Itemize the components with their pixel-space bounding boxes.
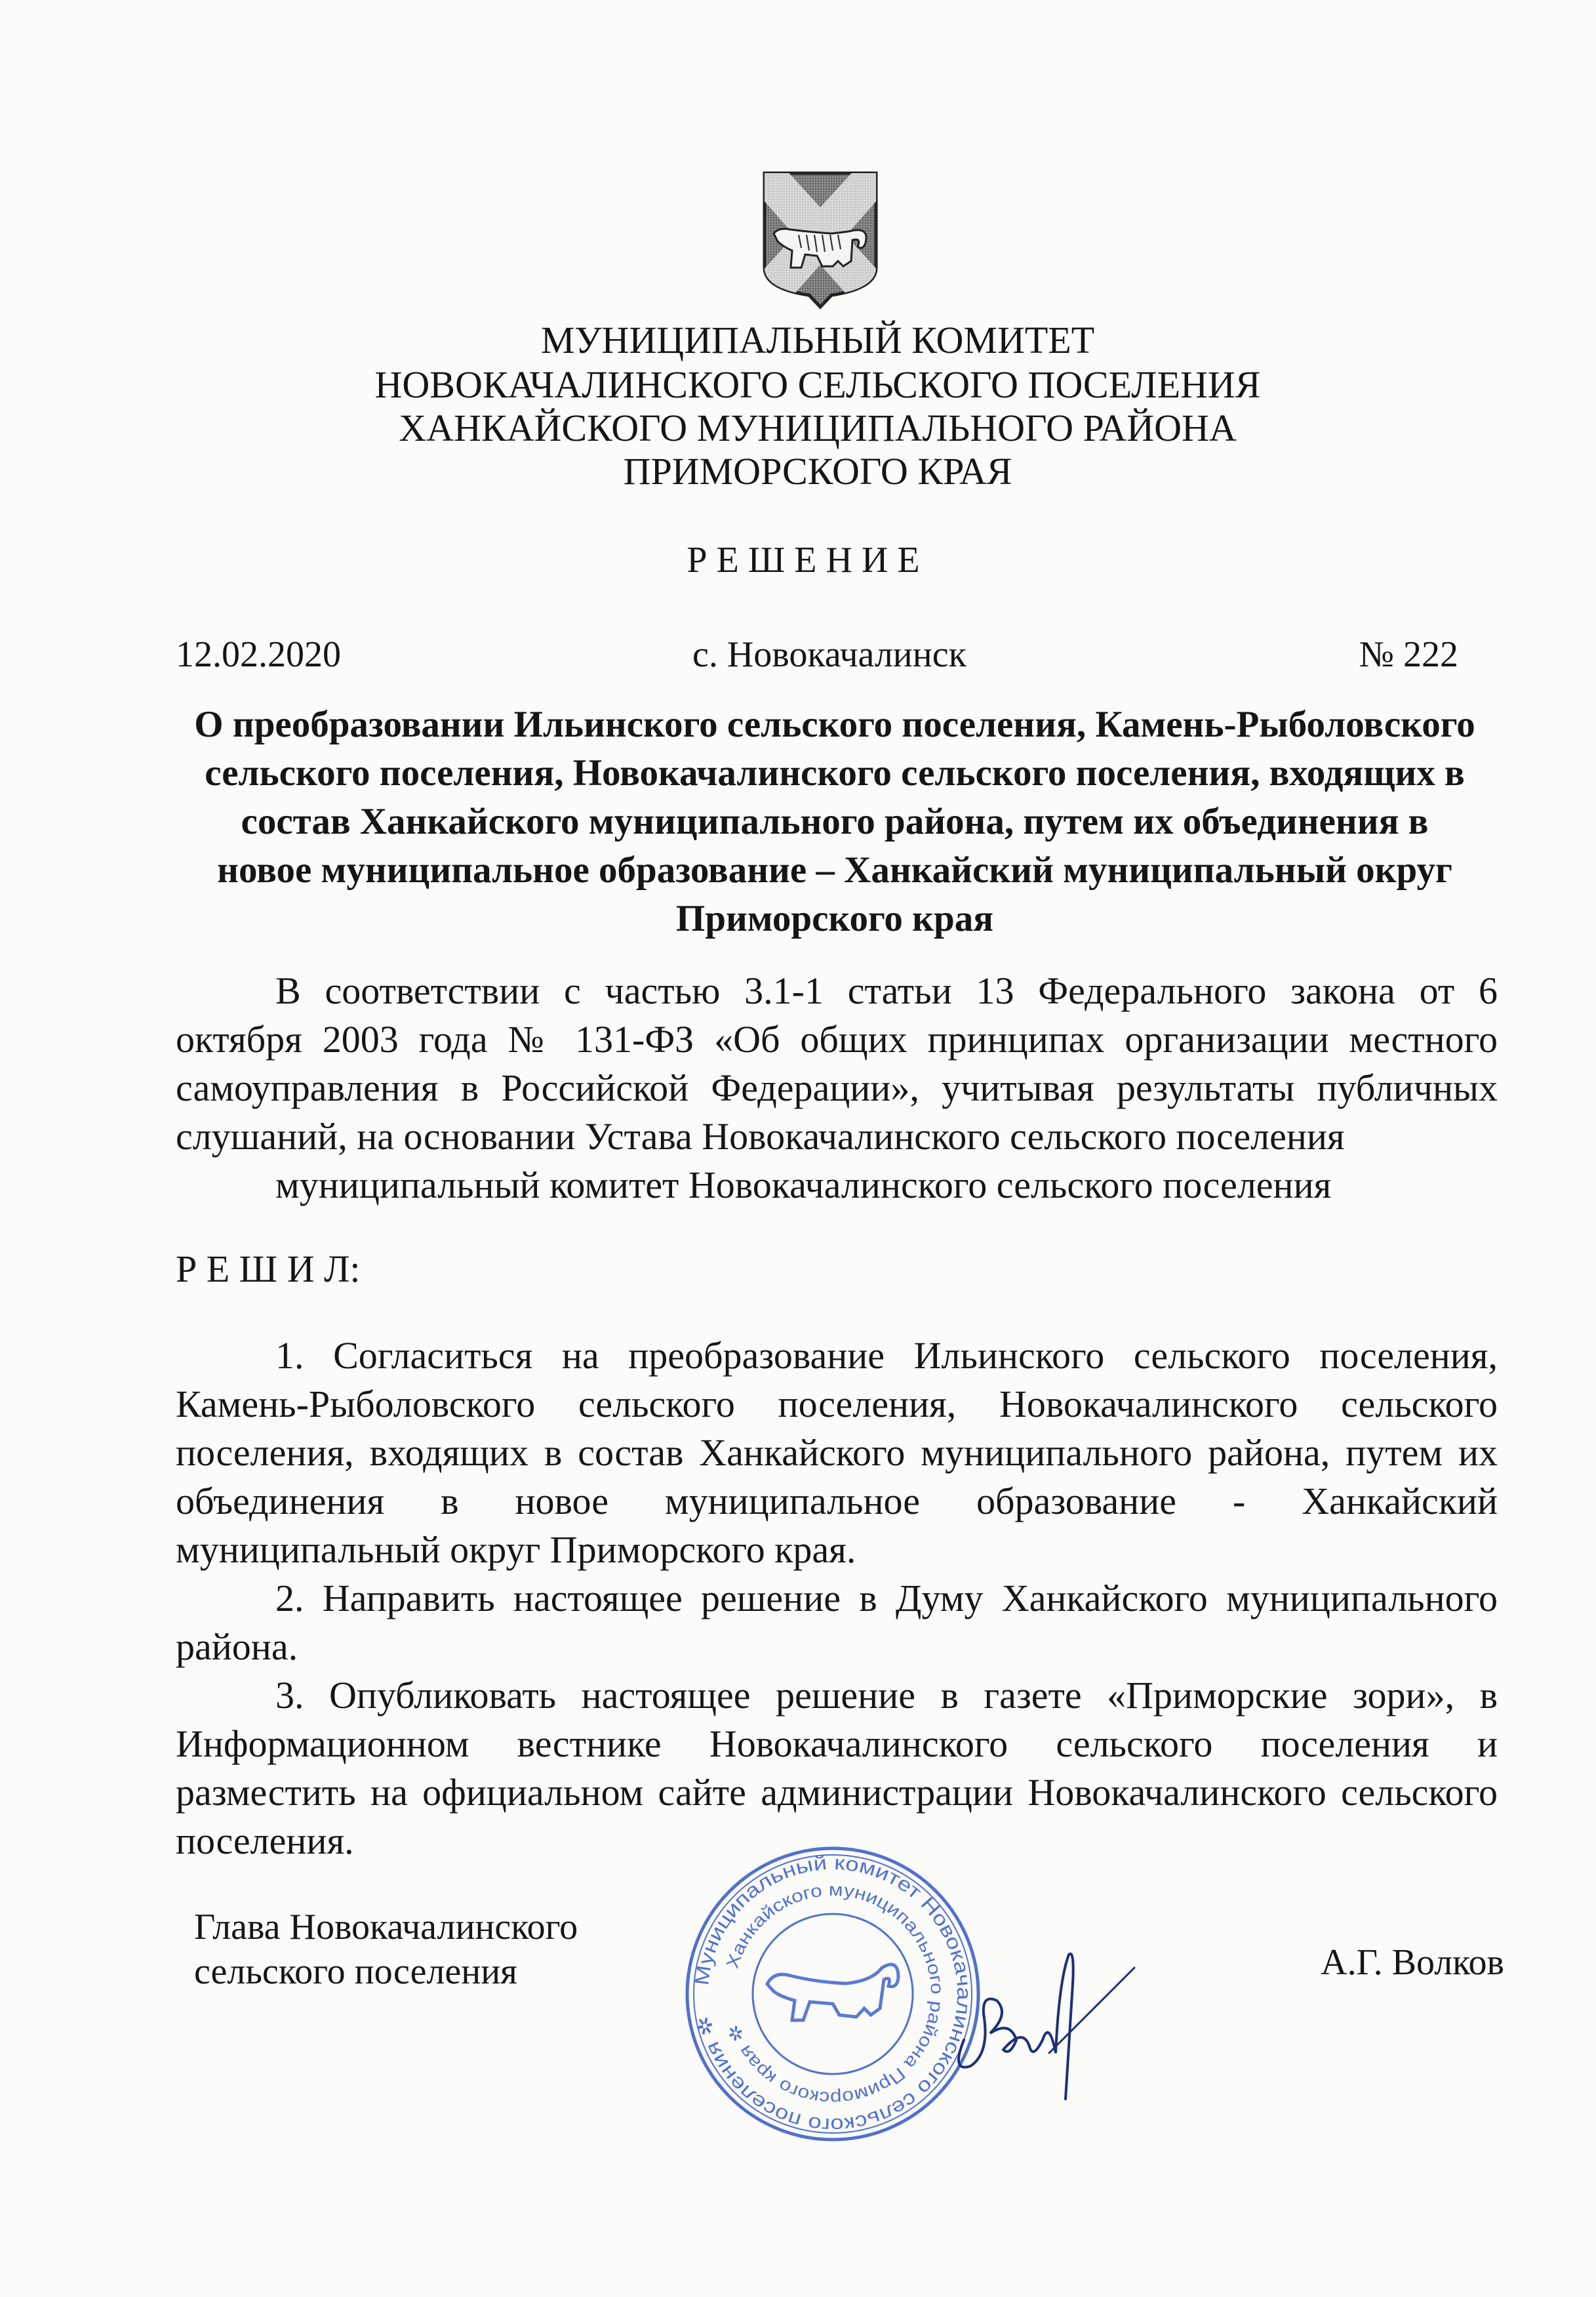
signatory-position — [194, 1905, 578, 1994]
item-line: Информационном вестнике Новокачалинского сельского поселения и — [176, 1722, 1498, 1765]
header-line: МУНИЦИПАЛЬНЫЙ КОМИТЕТ — [540, 319, 1095, 361]
header-line: НОВОКАЧАЛИНСКОГО СЕЛЬСКОГО ПОСЕЛЕНИЯ — [374, 363, 1261, 406]
title-line: О преобразовании Ильинского сельского поселения, Камень-Рыболовского — [194, 704, 1475, 745]
header-line: ПРИМОРСКОГО КРАЯ — [623, 450, 1012, 493]
title-line: новое муниципальное образование – Ханкайский муниципальный округ — [217, 849, 1452, 891]
preamble-line: октября 2003 года № 131-ФЗ «Об общих принципах организации местного — [176, 1018, 1498, 1061]
title-line: сельского поселения, Новокачалинского сельского поселения, входящих в — [205, 752, 1465, 794]
item-line: муниципальный округ Приморского края. — [176, 1528, 856, 1571]
item-line: поселения, входящих в состав Ханкайского муниципального района, путем их — [176, 1431, 1498, 1474]
stamp-inner-text: Ханкайского муниципального района Приморского края ✲ — [722, 1879, 948, 2109]
title-line: Приморского края — [675, 898, 994, 939]
item-line: 2. Направить настоящее решение в Думу Ханкайского муниципального — [275, 1577, 1498, 1619]
document-type: РЕШЕНИЕ — [687, 540, 929, 580]
decided-label: Р Е Ш И Л: — [176, 1248, 361, 1290]
document-date: 12.02.2020 — [176, 634, 341, 675]
item-line: разместить на официальном сайте администрации Новокачалинского сельского — [176, 1771, 1498, 1814]
stamp-outer-text: Муниципальный комитет Новокачалинского сельского поселения ✲ — [691, 1852, 975, 2136]
item-line: 1. Согласиться на преобразование Ильинского сельского поселения, — [275, 1334, 1498, 1377]
decision-item-1 — [176, 1331, 1498, 1574]
decision-items — [176, 1331, 1498, 1865]
item-line: 3. Опубликовать настоящее решение в газете «Приморские зори», в — [275, 1674, 1498, 1717]
document-number: № 222 — [1359, 634, 1458, 675]
item-line: района. — [176, 1625, 298, 1668]
item-line: Камень-Рыболовского сельского поселения, Новокачалинского сельского — [176, 1383, 1498, 1425]
position-line: Глава Новокачалинского — [194, 1907, 578, 1947]
decision-item-2 — [176, 1574, 1498, 1671]
document-title — [172, 701, 1498, 943]
header-line: ХАНКАЙСКОГО МУНИЦИПАЛЬНОГО РАЙОНА — [399, 407, 1237, 449]
item-line: поселения. — [176, 1819, 354, 1862]
position-line: сельского поселения — [194, 1951, 517, 1992]
handwritten-signature — [944, 1941, 1141, 2112]
official-seal-stamp — [675, 1837, 990, 2151]
document-place: с. Новокачалинск — [692, 634, 967, 675]
preamble-line: В соответствии с частью 3.1-1 статьи 13 Федерального закона от 6 — [275, 969, 1498, 1012]
item-line: объединения в новое муниципальное образование - Ханкайский — [176, 1480, 1498, 1522]
preamble-line: слушаний, на основании Устава Новокачалинского сельского поселения — [176, 1115, 1345, 1158]
signatory-name: А.Г. Волков — [1321, 1942, 1504, 1983]
preamble — [176, 967, 1498, 1209]
title-line: состав Ханкайского муниципального района, путем их объединения в — [241, 801, 1429, 842]
preamble-line: самоуправления в Российской Федерации», учитывая результаты публичных — [176, 1067, 1498, 1109]
preamble-subject: муниципальный комитет Новокачалинского сельского поселения — [275, 1164, 1332, 1206]
coat-of-arms-emblem — [759, 169, 881, 314]
